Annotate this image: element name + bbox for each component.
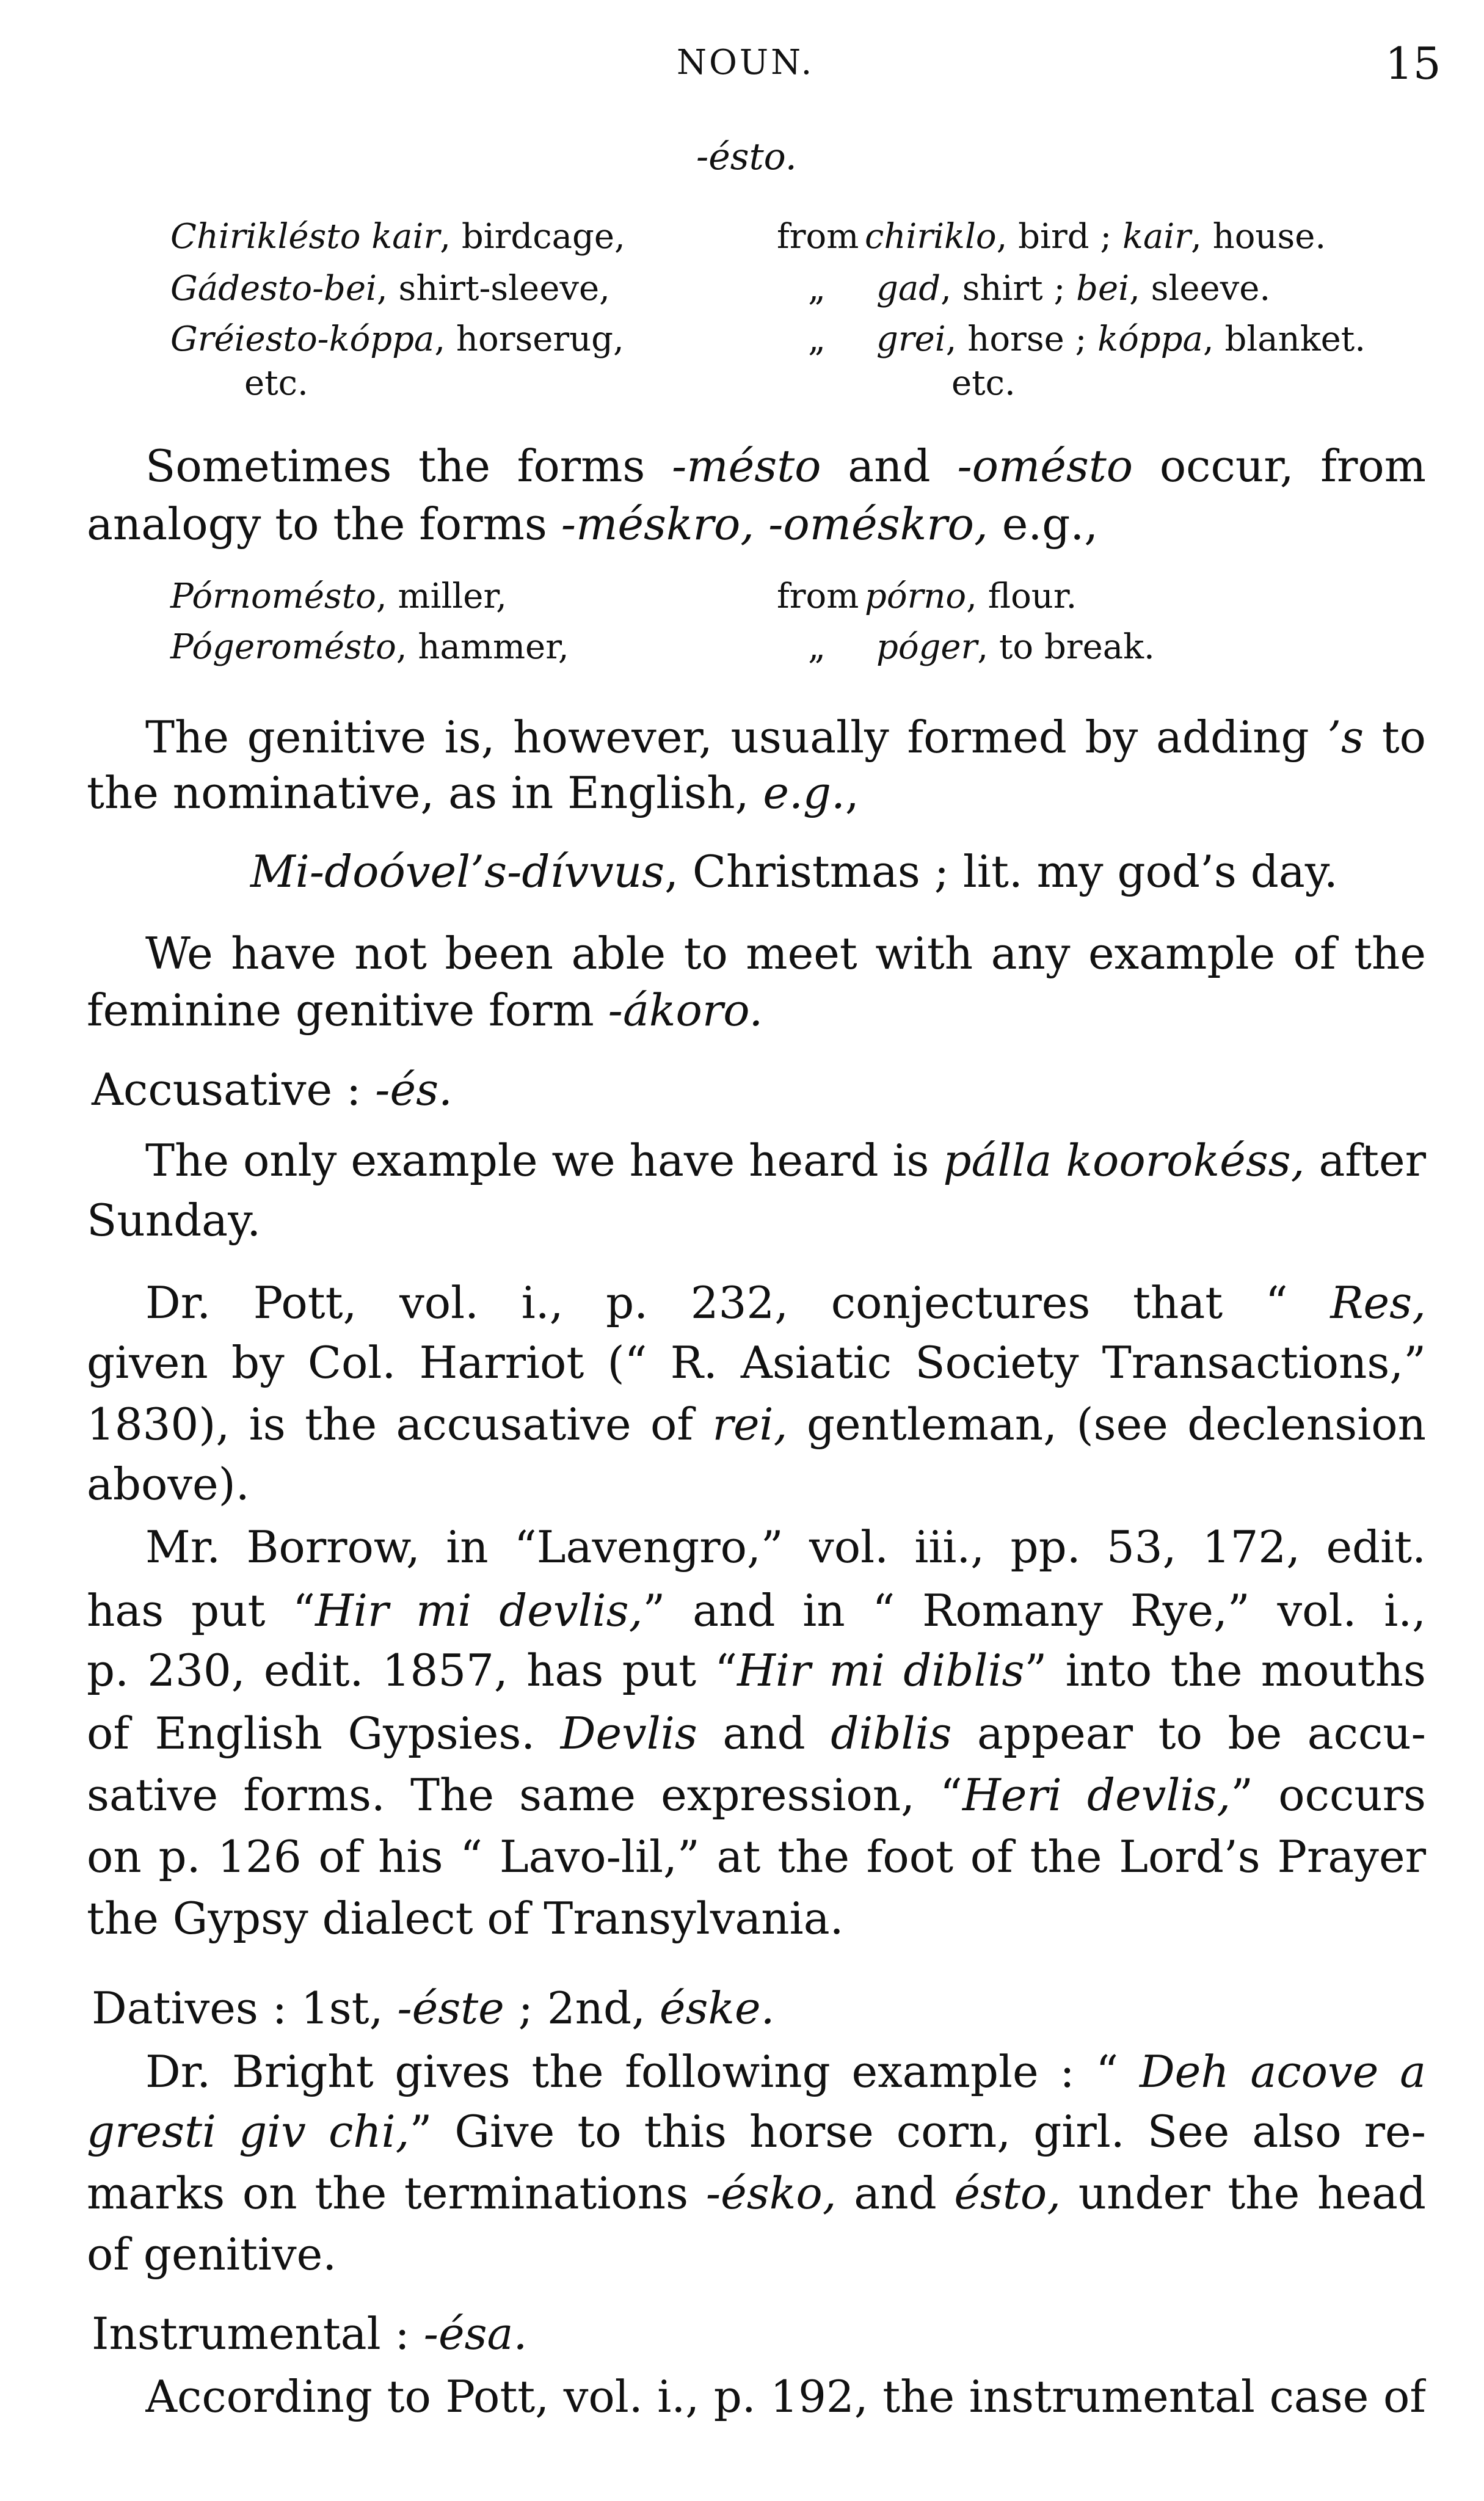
italic-term: rei, — [712, 1399, 788, 1450]
text-run: and — [821, 440, 958, 492]
italic-term: Hir mi devlis, — [315, 1585, 643, 1636]
text-run: , bird ; — [996, 217, 1123, 257]
text-run: According to Pott, vol. i., p. 192, the instrumental case of — [145, 2371, 1426, 2422]
text-line — [87, 493, 1098, 555]
text-run: etc. — [244, 363, 308, 403]
italic-term: e.g. — [763, 767, 845, 818]
text-run: gentleman, (see declension — [787, 1399, 1426, 1450]
text-run: , hammer, — [396, 627, 569, 667]
text-run: has put “ — [87, 1585, 316, 1636]
text-run: of English Gypsies. — [87, 1708, 561, 1759]
text-run: under the head — [1061, 2168, 1426, 2219]
italic-term: bei — [1076, 269, 1130, 308]
text-run: , horserug, — [434, 319, 624, 359]
text-line — [87, 1703, 1426, 1764]
example-source — [951, 359, 1016, 408]
text-run: ” occurs — [1231, 1769, 1426, 1821]
text-run: of genitive. — [87, 2229, 337, 2280]
ditto-mark: „ — [808, 269, 826, 308]
text-run: ” and in “ Romany Rye,” vol. i., — [642, 1585, 1426, 1636]
italic-term: Gréiesto-kóppa — [170, 319, 435, 359]
text-run: sative forms. The same expression, “ — [87, 1769, 962, 1821]
text-run: analogy to the forms — [87, 498, 561, 550]
text-line — [87, 1888, 844, 1949]
italic-term: Hir mi diblis — [737, 1645, 1025, 1696]
italic-term: -omésto — [957, 440, 1133, 492]
example-source — [876, 623, 1155, 672]
text-line — [87, 1454, 250, 1515]
italic-term: -ésko, — [705, 2168, 837, 2219]
running-header: NOUN. — [677, 43, 815, 82]
text-line — [87, 980, 763, 1041]
italic-term: Mi-doóvel’s-dívvus — [250, 846, 665, 897]
text-run: Sometimes the forms — [145, 440, 672, 492]
italic-term: diblis — [831, 1708, 952, 1759]
text-run: , blanket. — [1202, 319, 1366, 359]
text-line — [87, 1826, 1426, 1887]
page-number: 15 — [1385, 38, 1441, 89]
text-line — [87, 1764, 1426, 1826]
italic-term: Chiriklésto kair — [170, 217, 440, 257]
text-line — [145, 1130, 1426, 1191]
text-run: , horse ; — [945, 319, 1098, 359]
italic-term: Heri devlis, — [962, 1769, 1231, 1821]
text-line — [250, 841, 1338, 902]
text-line — [87, 2163, 1426, 2224]
example-source — [876, 264, 1270, 313]
text-run: occur, from — [1133, 440, 1426, 492]
text-run: the Gypsy dialect of Transylvania. — [87, 1893, 844, 1944]
from-label: from — [777, 577, 859, 616]
italic-term: -éste — [397, 1982, 504, 2034]
italic-term: ’s — [1327, 712, 1364, 763]
example-term — [170, 315, 624, 364]
text-run: ” Give to this horse corn, girl. See also re- — [409, 2106, 1426, 2157]
text-run: etc. — [951, 363, 1016, 403]
italic-term: chiriklo — [865, 217, 997, 257]
text-line — [87, 2224, 336, 2285]
text-run: , flour. — [966, 577, 1077, 616]
text-line — [87, 1580, 1426, 1641]
text-run: , miller, — [376, 577, 507, 616]
text-run: e.g., — [988, 498, 1099, 550]
text-run: Accusative : — [92, 1064, 376, 1115]
text-run: 1830), is the accusative of — [87, 1399, 713, 1450]
text-run: appear to be accu- — [951, 1708, 1426, 1759]
text-run: , to break. — [977, 627, 1155, 667]
text-run: ; 2nd, — [504, 1982, 660, 2034]
text-run: on p. 126 of his “ Lavo-lil,” at the foot of the Lord’s Prayer — [87, 1831, 1426, 1882]
example-source — [876, 315, 1366, 364]
text-run: after — [1304, 1135, 1426, 1186]
text-line — [145, 2041, 1426, 2102]
example-source — [865, 572, 1077, 621]
text-line — [145, 923, 1426, 984]
text-line — [145, 1272, 1426, 1333]
example-term — [170, 623, 569, 672]
text-run: Sunday. — [87, 1195, 261, 1246]
italic-term: -és. — [375, 1064, 453, 1115]
text-run: , shirt ; — [940, 269, 1077, 308]
text-run: The genitive is, however, usually formed by adding — [145, 712, 1328, 763]
text-line — [145, 1516, 1426, 1578]
example-term — [244, 359, 308, 408]
text-run: Instrumental : — [92, 2308, 424, 2359]
text-line — [92, 1059, 453, 1120]
text-run: , birdcage, — [440, 217, 625, 257]
text-run: We have not been able to meet with any example of the — [145, 928, 1426, 979]
italic-term: pórno — [865, 577, 967, 616]
italic-term: gresti giv chi, — [87, 2106, 410, 2157]
text-run: marks on the terminations — [87, 2168, 706, 2219]
text-line — [92, 1978, 775, 2039]
text-run: above). — [87, 1458, 250, 1510]
text-run: feminine genitive form — [87, 985, 608, 1036]
italic-term: Res, — [1330, 1277, 1426, 1328]
text-line — [87, 1640, 1426, 1701]
text-run: Datives : 1st, — [92, 1982, 398, 2034]
text-run: ” into the mouths — [1024, 1645, 1426, 1696]
text-run: and — [836, 2168, 955, 2219]
example-term — [170, 264, 610, 313]
text-run: and — [697, 1708, 831, 1759]
ditto-mark: „ — [808, 319, 826, 359]
italic-term: -ákoro. — [608, 985, 763, 1036]
text-run: , sleeve. — [1129, 269, 1271, 308]
from-label: from — [777, 217, 859, 257]
example-source — [865, 213, 1326, 261]
italic-term: Pórnomésto — [170, 577, 376, 616]
section-heading: -ésto. — [696, 136, 797, 178]
italic-term: ésto, — [954, 2168, 1061, 2219]
text-run: , — [845, 767, 859, 818]
text-line — [145, 435, 1426, 497]
italic-term: kair — [1122, 217, 1191, 257]
text-line — [87, 1394, 1426, 1455]
text-line — [145, 2366, 1426, 2427]
ditto-mark: „ — [808, 627, 826, 667]
italic-term: -ésa. — [423, 2308, 528, 2359]
text-run: , house. — [1191, 217, 1326, 257]
text-line — [87, 1190, 261, 1251]
text-line — [145, 707, 1426, 768]
example-term — [170, 572, 507, 621]
text-run: the nominative, as in English, — [87, 767, 763, 818]
italic-term: Pógeromésto — [170, 627, 396, 667]
italic-term: Gádesto-bei — [170, 269, 377, 308]
text-run: Mr. Borrow, in “Lavengro,” vol. iii., pp. 53, 172, edit. — [145, 1521, 1426, 1573]
italic-term: kóppa — [1097, 319, 1203, 359]
italic-term: grei — [876, 319, 946, 359]
italic-term: -méskro, -oméskro, — [561, 498, 988, 550]
text-line — [92, 2303, 527, 2364]
text-run: The only example we have heard is — [145, 1135, 944, 1186]
text-run: , Christmas ; lit. my god’s day. — [664, 846, 1338, 897]
text-run: Dr. Bright gives the following example : “ — [145, 2046, 1140, 2097]
text-run: Dr. Pott, vol. i., p. 232, conjectures that “ — [145, 1277, 1331, 1328]
text-run: , shirt-sleeve, — [376, 269, 610, 308]
italic-term: Devlis — [560, 1708, 697, 1759]
text-line — [87, 762, 859, 823]
text-run: to — [1364, 712, 1426, 763]
italic-term: Deh acove a — [1139, 2046, 1426, 2097]
text-run: p. 230, edit. 1857, has put “ — [87, 1645, 738, 1696]
text-line — [87, 2101, 1426, 2162]
italic-term: póger — [876, 627, 978, 667]
italic-term: gad — [876, 269, 941, 308]
text-run: given by Col. Harriot (“ R. Asiatic Society Transactions,” — [87, 1337, 1426, 1388]
italic-term: éske. — [659, 1982, 775, 2034]
text-line — [87, 1332, 1426, 1393]
italic-term: -mésto — [672, 440, 821, 492]
example-term — [170, 213, 625, 261]
italic-term: pálla koorokéss, — [943, 1135, 1305, 1186]
